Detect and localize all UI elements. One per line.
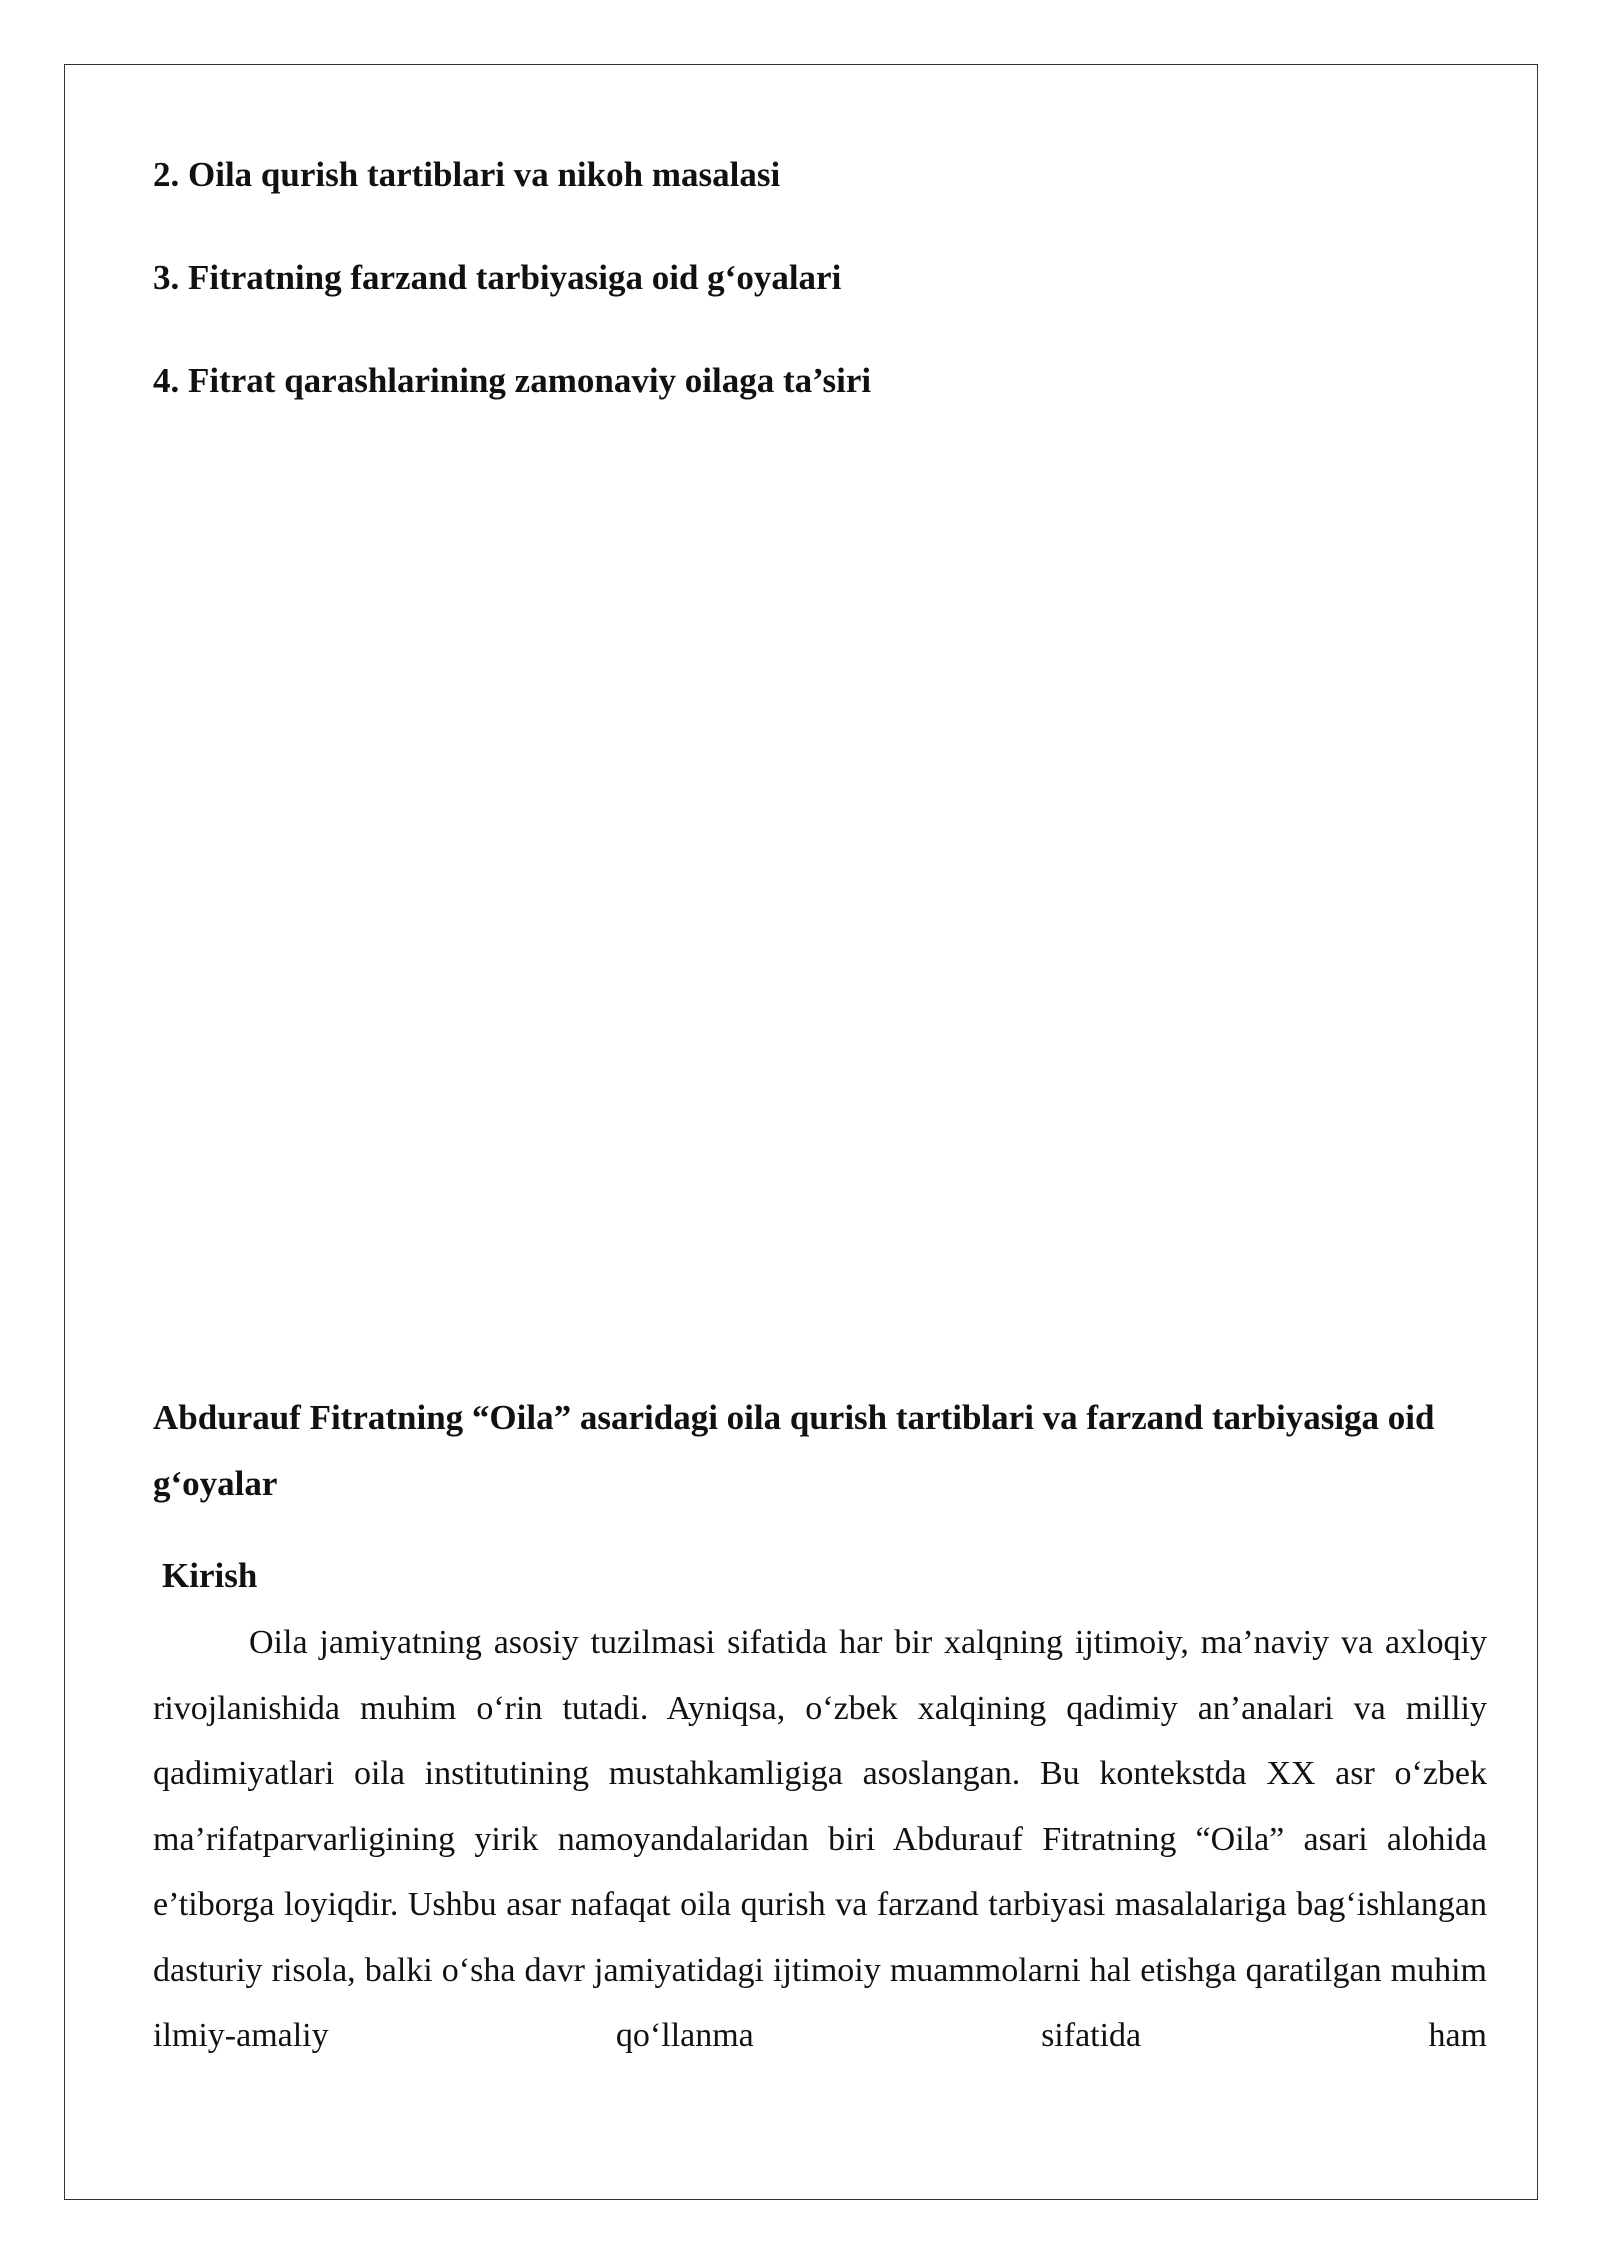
section-heading-kirish: Kirish bbox=[162, 1556, 258, 1595]
intro-paragraph: Oila jamiyatning asosiy tuzilmasi sifatida har bir xalqning ijtimoiy, ma’naviy va axloqiy rivojlanishida muhim o‘rin tutadi. Ayniqsa, o‘zbek xalqining qadimiy an’analari va milliy qadimiyatlari oila institutining mustahkamligiga asoslangan. Bu kontekstda XX asr o‘zbek ma’rifatparvarligining yirik namoyandalaridan biri Abdurauf Fitratning “Oila” asari alohida e’tiborga loyiqdir. Ushbu asar nafaqat oila qurish va farzand tarbiyasi masalalariga bag‘ishlangan dasturiy risola, balki o‘sha davr jamiyatidagi ijtimoiy muammolarni hal etishga qaratilgan muhim ilmiy-amaliy qo‘llanma sifatida ham bbox=[153, 1624, 1487, 2054]
toc-item-3: 3. Fitratning farzand tarbiyasiga oid g‘oyalari bbox=[153, 258, 842, 297]
toc-item-4: 4. Fitrat qarashlarining zamonaviy oilaga ta’siri bbox=[153, 361, 872, 400]
article-title: Abdurauf Fitratning “Oila” asaridagi oila qurish tartiblari va farzand tarbiyasiga oid g‘oyalar bbox=[153, 1398, 1435, 1503]
toc-item-2: 2. Oila qurish tartiblari va nikoh masalasi bbox=[153, 155, 781, 194]
